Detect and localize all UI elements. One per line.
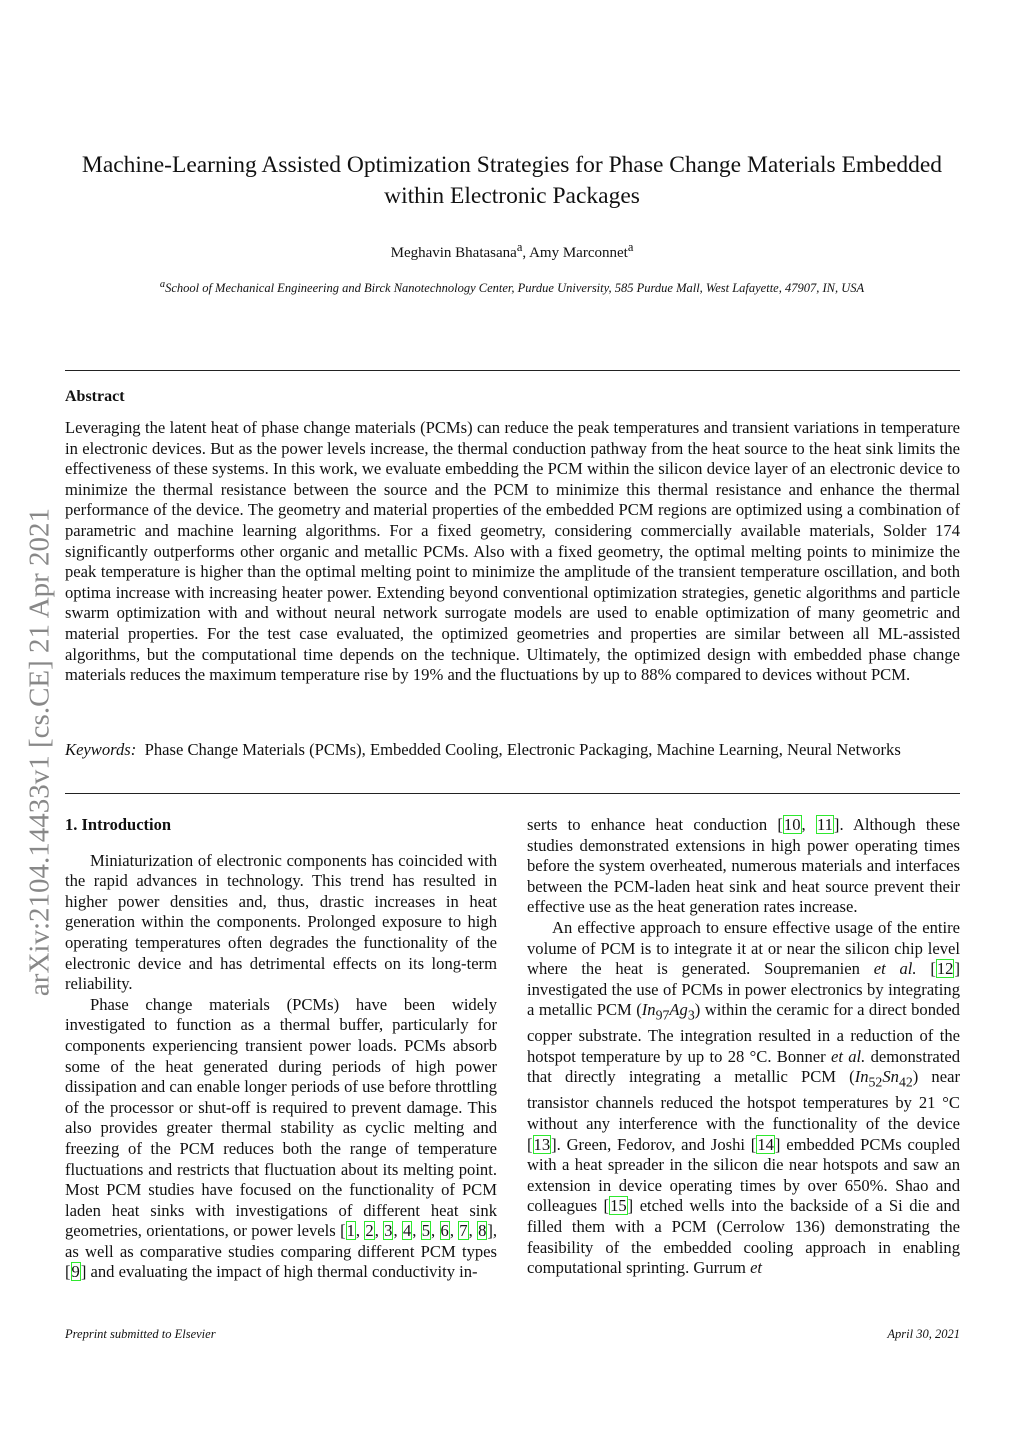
affiliation-mark: a xyxy=(159,279,166,290)
chemical-symbol: In xyxy=(854,1067,869,1087)
citation-link[interactable]: 9 xyxy=(71,1262,80,1282)
citation-link[interactable]: 12 xyxy=(936,959,954,979)
author: Meghavin Bhatasana xyxy=(390,245,517,261)
author: Amy Marconnet xyxy=(529,245,628,261)
paragraph: Phase change materials (PCMs) have been widely investigated to function as a thermal buffer, particularly for components experiencing transient power loads. PCMs absorb some of the heat generated during periods of high power dissipation and can enable longer periods of use before throttling of the processor or shut-off is required to prevent damage. This also provides greater thermal stability as cyclic melting and freezing of the PCM reduces both the range of temperature fluctuations and restricts that fluctuation about its melting point. Most PCM studies have focused on the functionality of PCM laden heat sinks with investigations of different heat sink geometries, orientations, or power levels [1, 2, 3, 4, 5, 6, 7, 8], as well as comparative studies comparing different PCM types [9] and evaluating the impact of high thermal conductivity in- xyxy=(65,994,498,1282)
citation-link[interactable]: 7 xyxy=(459,1221,468,1241)
abstract-heading: Abstract xyxy=(65,388,125,405)
emphasis: et xyxy=(750,1258,763,1278)
citation-link[interactable]: 5 xyxy=(421,1221,431,1241)
keywords xyxy=(65,740,960,761)
left-column xyxy=(65,815,497,1283)
citation-link[interactable]: 10 xyxy=(783,815,801,834)
authors: Meghavin Bhatasana$^a$, Amy Marconnet$^a$ xyxy=(390,240,634,261)
chemical-symbol: Sn xyxy=(882,1067,899,1087)
affiliation-text: School of Mechanical Engineering and Birck Nanotechnology Center, Purdue University, 585 Purdue Mall, West Lafayette, 47907, IN, USA xyxy=(165,281,865,296)
emphasis: et al. xyxy=(830,1046,866,1066)
paragraph: Miniaturization of electronic components has coincided with the rapid advances in technology. This trend has resulted in higher power densities and, thus, drastic increases in heat generation within the components. Prolonged exposure to high operating temperatures often degrades the functionality of the electronic device and has detrimental effects on its long-term reliability. xyxy=(65,850,497,994)
keywords-text: Phase Change Materials (PCMs), Embedded Cooling, Electronic Packaging, Machine Learning, Neural Networks xyxy=(144,740,901,759)
citation-link[interactable]: 1 xyxy=(346,1221,355,1241)
arxiv-identifier: arXiv:2104.14433v1 [cs.CE] 21 Apr 2021 xyxy=(23,507,56,997)
affiliation xyxy=(130,277,894,296)
section-heading: 1. Introduction xyxy=(65,815,172,834)
paper-title: Machine-Learning Assisted Optimization Strategies for Phase Change Materials Embedded within Electronic Packages xyxy=(81,152,943,209)
citation-link[interactable]: 3 xyxy=(384,1221,393,1241)
right-column xyxy=(527,815,960,1279)
chemical-symbol: Ag xyxy=(669,1000,688,1020)
emphasis: et al. xyxy=(873,959,917,979)
author-affiliation-mark: a xyxy=(627,240,634,254)
keywords-label: Keywords: xyxy=(65,740,137,759)
citation-link[interactable]: 2 xyxy=(365,1221,374,1241)
author-affiliation-mark: a xyxy=(516,240,523,254)
subscript: 3 xyxy=(687,1007,695,1023)
divider xyxy=(65,793,960,794)
citation-link[interactable]: 13 xyxy=(533,1134,551,1154)
citation-link[interactable]: 11 xyxy=(816,815,833,834)
citation-link[interactable]: 4 xyxy=(402,1221,412,1241)
subscript: 97 xyxy=(655,1007,670,1023)
divider xyxy=(65,370,960,371)
footer-preprint-note: Preprint submitted to Elsevier xyxy=(65,1327,216,1341)
abstract-text: Leveraging the latent heat of phase change materials (PCMs) can reduce the peak temperatures and transient variations in temperature in electronic devices. But as the power levels increase, the thermal conduction pathway from the heat source to the heat sink limits the effectiveness of these systems. In this work, we evaluate embedding the PCM within the silicon device layer of an electronic device to minimize the thermal resistance between the source and the PCM to minimize this thermal resistance and enhance the thermal performance of the device. The geometry and material properties of the embedded PCM regions are optimized using a combination of parametric and machine learning algorithms. For a fixed geometry, considering commercially available materials, Solder 174 significantly outperforms other organic and metallic PCMs. Also with a fixed geometry, the optimal melting points to minimize the peak temperature is higher than the optimal melting point to minimize the amplitude of the transient temperature oscillation, and both optima increase with increasing heater power. Extending beyond conventional optimization strategies, genetic algorithms and particle swarm optimization with and without neural network surrogate models are used to enable optimization of many geometric and material properties. For the test case evaluated, the optimized geometries and properties are similar between all ML-assisted algorithms, but the computational time depends on the technique. Ultimately, the optimized design with embedded phase change materials reduces the maximum temperature rise by 19% and the fluctuations by up to 88% compared to devices without PCM. xyxy=(65,418,960,685)
citation-link[interactable]: 15 xyxy=(610,1196,627,1216)
paragraph: serts to enhance heat conduction [10, 11]. Although these studies demonstrated extensions in high power operating times before the system overheated, numerous materials and interfaces between the PCM-laden heat sink and heat source prevent their effective use as the heat generation rates increase. xyxy=(527,815,961,917)
left-paragraphs xyxy=(65,851,497,1283)
subscript: 52 xyxy=(868,1074,883,1090)
citation-link[interactable]: 14 xyxy=(757,1134,774,1154)
chemical-symbol: In xyxy=(641,1000,656,1020)
citation-link[interactable]: 8 xyxy=(478,1221,487,1241)
citation-link[interactable]: 6 xyxy=(440,1221,449,1241)
paragraph: An effective approach to ensure effective usage of the entire volume of PCM is to integrate it at or near the silicon chip level where the heat is generated. Soupremanien et al. [12] investigated the use of PCMs in power electronics by integrating a metallic PCM $(In_{97}Ag_3)$ within the ceramic for a direct bonded copper substrate. The integration resulted in a reduction of the hotspot temperature by up to 28 °C. Bonner et al. demonstrated that directly integrating a metallic PCM $(In_{52}Sn_{42})$ near transistor channels reduced the hotspot temperatures by 21 °C without any interference with the functionality of the device [13]. Green, Fedorov, and Joshi [14] embedded PCMs coupled with a heat spreader in the silicon die near hotspots and saw an extension in device operating times by over 650%. Shao and colleagues [15] etched wells into the backside of a Si die and filled them with a PCM (Cerrolow 136) demonstrating the feasibility of the embedded cooling approach in enabling computational sprinting. Gurrum et xyxy=(527,917,960,1278)
right-paragraphs xyxy=(527,815,960,1279)
footer-date: April 30, 2021 xyxy=(887,1327,960,1341)
subscript: 42 xyxy=(898,1074,913,1090)
